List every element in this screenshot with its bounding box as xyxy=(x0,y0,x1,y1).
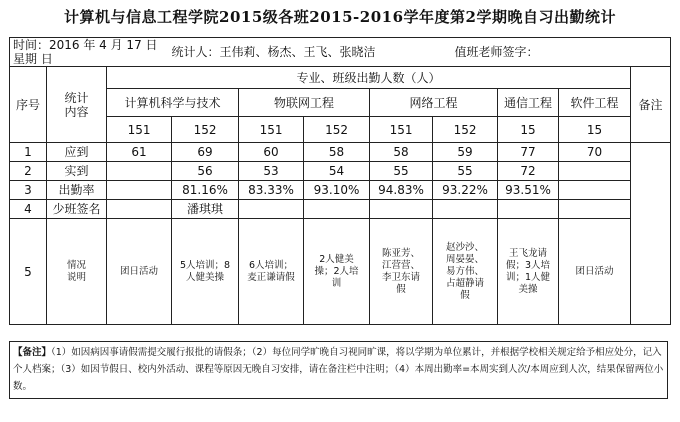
data-cell xyxy=(107,162,172,181)
label-cell: 出勤率 xyxy=(47,181,107,200)
class-header: 152 xyxy=(433,117,498,143)
major-header: 网络工程 xyxy=(370,89,498,117)
data-cell: 61 xyxy=(107,143,172,162)
data-cell: 59 xyxy=(433,143,498,162)
data-cell: 69 xyxy=(172,143,239,162)
seq-cell: 2 xyxy=(10,162,47,181)
seq-cell: 1 xyxy=(10,143,47,162)
note-cell: 陈亚芳、江营营、李卫东请假 xyxy=(370,219,433,325)
data-cell: 56 xyxy=(172,162,239,181)
major-header: 计算机科学与技术 xyxy=(107,89,239,117)
teacher-signature-field: 值班老师签字： xyxy=(433,38,671,67)
data-cell: 83.33% xyxy=(239,181,304,200)
data-cell xyxy=(304,200,370,219)
data-cell xyxy=(559,162,631,181)
signature-cell: 潘琪琪 xyxy=(172,200,239,219)
note-cell: 王飞龙请假；3人培训；1人健美操 xyxy=(498,219,559,325)
data-cell: 58 xyxy=(304,143,370,162)
attendance-table xyxy=(9,37,671,325)
class-header: 152 xyxy=(172,117,239,143)
data-cell: 54 xyxy=(304,162,370,181)
note-cell: 团日活动 xyxy=(559,219,631,325)
data-cell: 93.51% xyxy=(498,181,559,200)
data-cell: 93.10% xyxy=(304,181,370,200)
note-cell: 6人培训；麦正谦请假 xyxy=(239,219,304,325)
class-header: 152 xyxy=(304,117,370,143)
data-cell: 55 xyxy=(370,162,433,181)
class-header: 151 xyxy=(370,117,433,143)
remark-cell xyxy=(631,143,671,325)
data-cell: 58 xyxy=(370,143,433,162)
class-header: 151 xyxy=(107,117,172,143)
data-cell xyxy=(559,181,631,200)
seq-header: 序号 xyxy=(10,67,47,143)
class-header: 15 xyxy=(559,117,631,143)
data-cell xyxy=(433,200,498,219)
counters-field: 统计人：王伟莉、杨杰、王飞、张晓洁 xyxy=(172,38,433,67)
major-header: 软件工程 xyxy=(559,89,631,117)
major-header: 物联网工程 xyxy=(239,89,370,117)
data-cell: 77 xyxy=(498,143,559,162)
major-header: 通信工程 xyxy=(498,89,559,117)
seq-cell: 4 xyxy=(10,200,47,219)
table-row xyxy=(10,200,671,219)
seq-cell: 3 xyxy=(10,181,47,200)
note-cell: 2人健美操；2人培训 xyxy=(304,219,370,325)
label-cell: 实到 xyxy=(47,162,107,181)
note-cell: 团日活动 xyxy=(107,219,172,325)
data-cell: 93.22% xyxy=(433,181,498,200)
remark-header: 备注 xyxy=(631,67,671,143)
table-row xyxy=(10,143,671,162)
data-cell: 55 xyxy=(433,162,498,181)
table-row xyxy=(10,181,671,200)
remarks-text: （1）如因病因事请假需提交履行报批的请假条；（2）每位同学旷晚自习视同旷课，将以学期为单位累计，并根据学校相关规定给予相应处分，记入个人档案；（3）如因节假日、校内外活动、课程等原因无晚自习安排，请在备注栏中注明；（4）本周出勤率=本周实到人次/本周应到人次，结果保留两位小数。 xyxy=(13,347,664,392)
table-row xyxy=(10,219,671,325)
page-title: 计算机与信息工程学院2015级各班2015-2016学年度第2学期晚自习出勤统计 xyxy=(64,8,616,26)
data-cell: 72 xyxy=(498,162,559,181)
data-cell: 53 xyxy=(239,162,304,181)
class-header: 151 xyxy=(239,117,304,143)
data-cell: 60 xyxy=(239,143,304,162)
data-cell: 70 xyxy=(559,143,631,162)
data-cell xyxy=(498,200,559,219)
remarks-tag: 【备注】 xyxy=(13,347,52,358)
label-cell: 应到 xyxy=(47,143,107,162)
table-row xyxy=(10,162,671,181)
time-field: 时间：2016 年 4 月 17 日 星期 日 xyxy=(10,38,172,67)
remarks-box xyxy=(9,341,668,399)
group-header: 专业、班级出勤人数（人） xyxy=(107,67,631,89)
seq-cell: 5 xyxy=(10,219,47,325)
data-cell xyxy=(370,200,433,219)
data-cell xyxy=(559,200,631,219)
data-cell xyxy=(239,200,304,219)
data-cell xyxy=(107,200,172,219)
classes-row xyxy=(10,117,671,143)
note-cell: 赵沙沙、周晏晏、易方伟、占超静请假 xyxy=(433,219,498,325)
note-cell: 5人培训；8人健美操 xyxy=(172,219,239,325)
data-cell: 94.83% xyxy=(370,181,433,200)
data-cell: 81.16% xyxy=(172,181,239,200)
data-cell xyxy=(107,181,172,200)
info-row xyxy=(10,38,671,67)
label-cell: 少班签名 xyxy=(47,200,107,219)
majors-row xyxy=(10,89,671,117)
stat-header: 统计 内容 xyxy=(47,67,107,143)
label-cell: 情况 说明 xyxy=(47,219,107,325)
class-header: 15 xyxy=(498,117,559,143)
